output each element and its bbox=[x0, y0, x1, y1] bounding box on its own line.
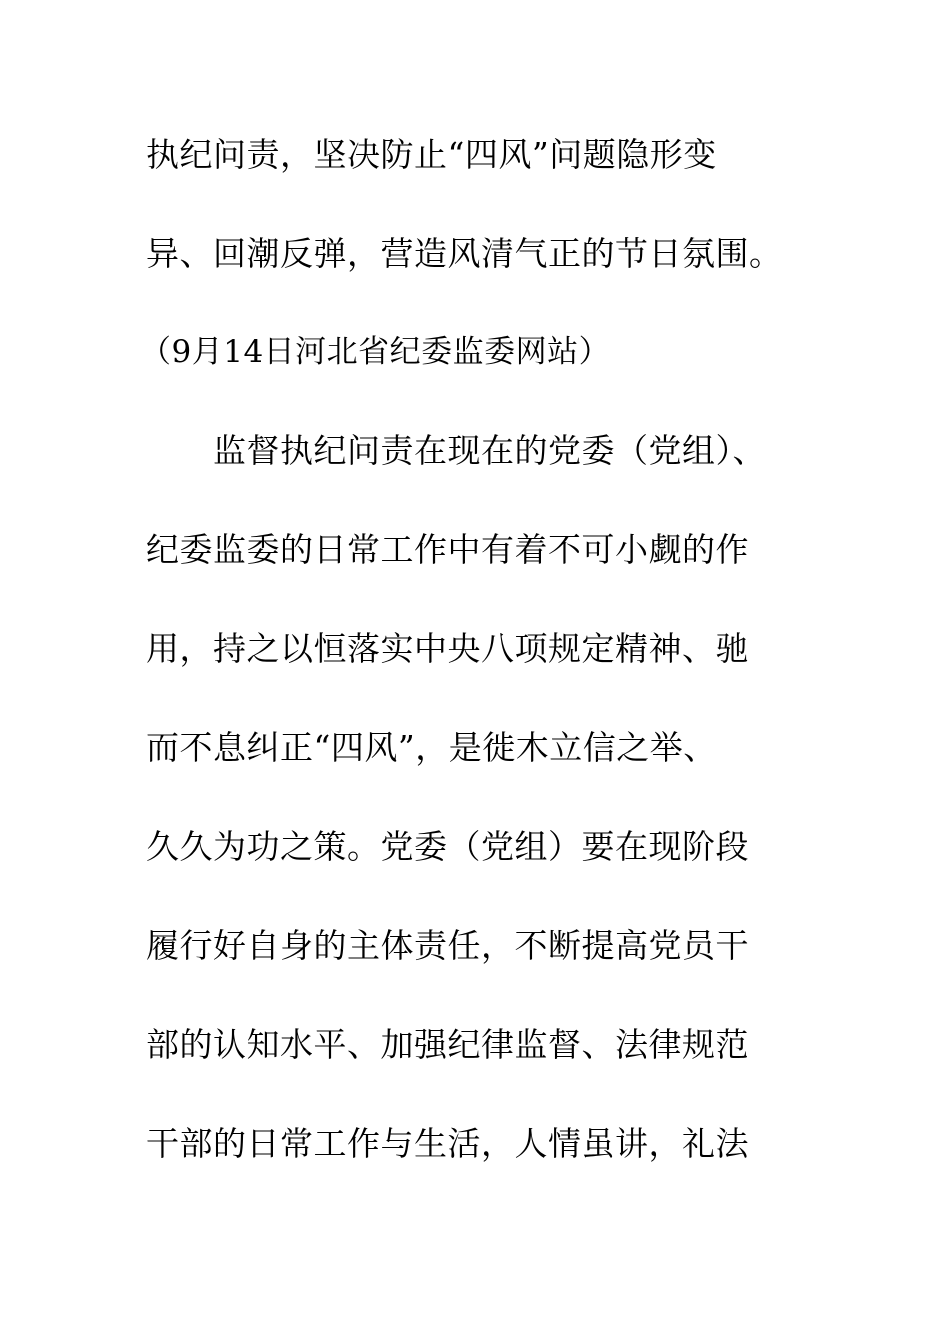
paragraph-line-4: 监督执纪问责在现在的党委（党组）、 bbox=[213, 431, 766, 470]
paragraph-line-2: 异、回潮反弹，营造风清气正的节日氛围。 bbox=[146, 234, 783, 273]
paragraph-line-10: 部的认知水平、加强纪律监督、法律规范 bbox=[146, 1025, 749, 1064]
paragraph-line-9: 履行好自身的主体责任，不断提高党员干 bbox=[146, 926, 749, 965]
paragraph-line-8: 久久为功之策。党委（党组）要在现阶段 bbox=[146, 827, 749, 866]
paragraph-line-1: 执纪问责，坚决防止“四风”问题隐形变 bbox=[146, 135, 717, 174]
paragraph-line-11: 干部的日常工作与生活，人情虽讲，礼法 bbox=[146, 1124, 749, 1163]
paragraph-line-7: 而不息纠正“四风”，是徙木立信之举、 bbox=[146, 728, 717, 767]
paragraph-line-6: 用，持之以恒落实中央八项规定精神、驰 bbox=[146, 629, 749, 668]
paragraph-line-5: 纪委监委的日常工作中有着不可小觑的作 bbox=[146, 530, 749, 569]
source-citation: （9月14日河北省纪委监委网站） bbox=[140, 334, 611, 370]
